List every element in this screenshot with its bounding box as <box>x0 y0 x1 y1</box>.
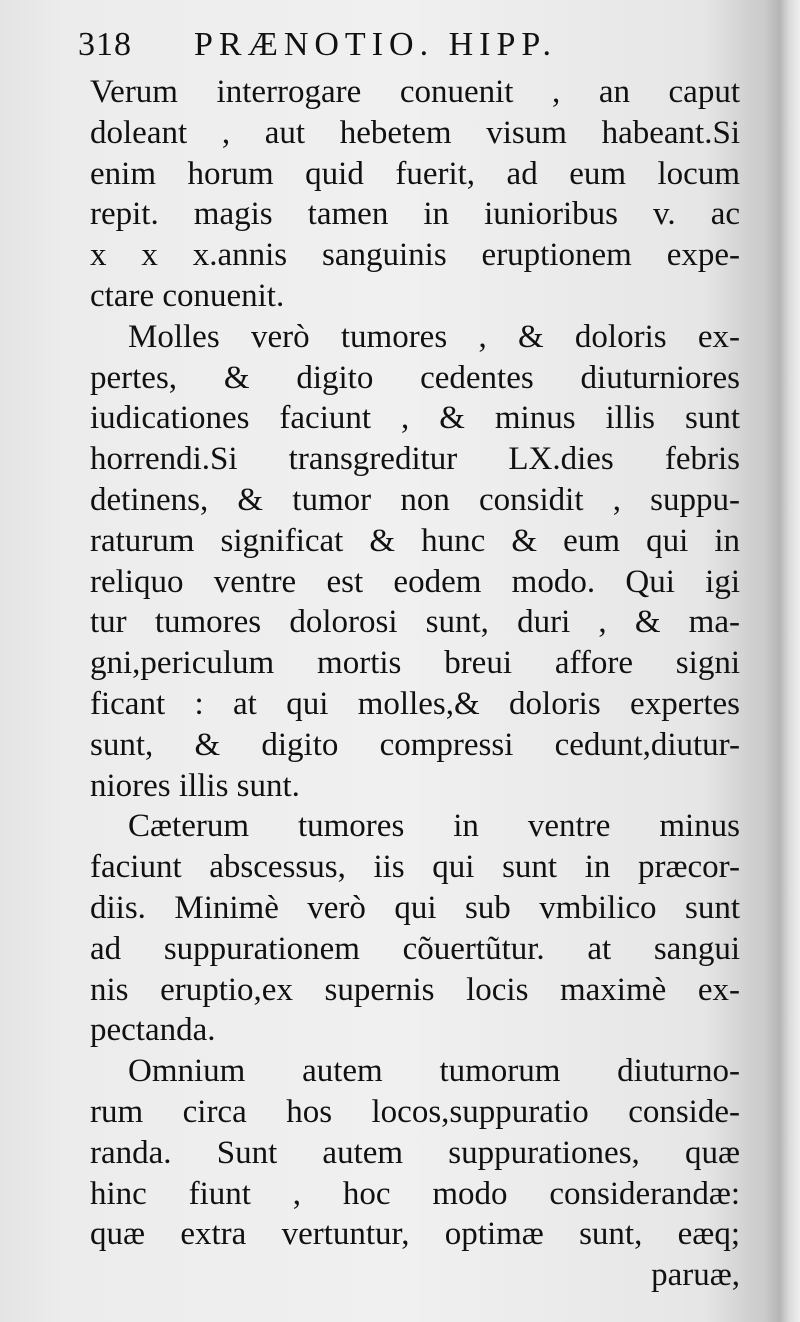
text-line: faciunt abscessus, iis qui sunt in præcor- <box>90 849 740 886</box>
running-head: PRÆNOTIO. HIPP. <box>194 26 557 63</box>
text-line: ad suppurationem cõuertũtur. at sangui <box>90 930 740 967</box>
text-line: Omnium autem tumorum diuturno- <box>128 1053 740 1090</box>
text-line: tur tumores dolorosi sunt, duri , & ma- <box>90 604 740 641</box>
text-line: niores illis sunt. <box>90 767 300 804</box>
text-line: pectanda. <box>90 1012 216 1049</box>
text-line: ctare conuenit. <box>90 277 285 314</box>
text-line: iudicationes faciunt , & minus illis sunt <box>90 400 740 437</box>
text-line: detinens, & tumor non considit , suppu- <box>90 481 740 518</box>
text-line: Cæterum tumores in ventre minus <box>128 808 740 845</box>
text-line: Molles verò tumores , & doloris ex- <box>128 318 740 355</box>
text-line: ficant : at qui molles,& doloris expertes <box>90 685 740 722</box>
page-gutter-shadow <box>766 0 800 1322</box>
paragraph-4 <box>90 1051 740 1255</box>
paragraph-1 <box>90 72 740 317</box>
text-line: raturum significat & hunc & eum qui in <box>90 522 740 559</box>
page-number: 318 <box>78 26 132 63</box>
body-text <box>90 72 740 1296</box>
text-line: horrendi.Si transgreditur LX.dies febris <box>90 441 740 478</box>
catchword: paruæ, <box>651 1257 740 1294</box>
paragraph-2 <box>90 317 740 807</box>
text-line: diis. Minimè verò qui sub vmbilico sunt <box>90 889 740 926</box>
text-line: enim horum quid fuerit, ad eum locum <box>90 155 740 192</box>
text-line: gni,periculum mortis breui affore signi <box>90 645 740 682</box>
text-line: nis eruptio,ex supernis locis maximè ex- <box>90 971 740 1008</box>
text-line: doleant , aut hebetem visum habeant.Si <box>90 114 740 151</box>
paragraph-3 <box>90 806 740 1051</box>
text-line: hinc fiunt , hoc modo considerandæ: <box>90 1175 740 1212</box>
text-line: quæ extra vertuntur, optimæ sunt, eæq; <box>90 1216 740 1253</box>
page-header <box>78 26 557 66</box>
text-line: Verum interrogare conuenit , an caput <box>90 74 740 110</box>
text-line: reliquo ventre est eodem modo. Qui igi <box>90 563 740 600</box>
text-line: repit. magis tamen in iunioribus v. ac <box>90 196 740 233</box>
text-line: pertes, & digito cedentes diuturniores <box>90 359 740 396</box>
text-line: sunt, & digito compressi cedunt,diutur- <box>90 726 740 763</box>
text-line: x x x.annis sanguinis eruptionem expe- <box>90 237 740 274</box>
text-line: rum circa hos locos,suppuratio conside- <box>90 1093 740 1130</box>
text-line: randa. Sunt autem suppurationes, quæ <box>90 1134 740 1171</box>
